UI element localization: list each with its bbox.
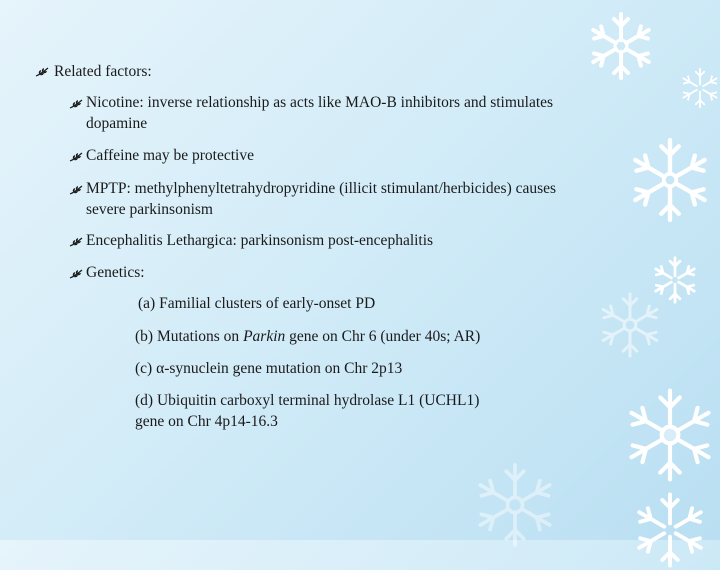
genetics-d-cont: gene on Chr 4p14-16.3 xyxy=(135,413,278,430)
genetics-c: (c) α-synuclein gene mutation on Chr 2p13 xyxy=(135,360,403,377)
bullet-mptp-cont: severe parkinsonism xyxy=(86,201,213,218)
genetics-a: (a) Familial clusters of early-onset PD xyxy=(138,295,376,312)
genetics-b-post: gene on Chr 6 (under 40s; AR) xyxy=(285,328,481,345)
genetics-b-pre: (b) Mutations on xyxy=(135,328,244,345)
bullet-genetics: Genetics: xyxy=(86,264,145,281)
genetics-d: (d) Ubiquitin carboxyl terminal hydrolase L1 (UCHL1) xyxy=(135,392,480,409)
bullet-nicotine-cont: dopamine xyxy=(86,115,148,132)
bullet-encephalitis: Encephalitis Lethargica: parkinsonism post-encephalitis xyxy=(86,232,434,249)
wheat-bullet-icon xyxy=(69,184,83,196)
wheat-bullet-icon xyxy=(69,236,83,248)
wheat-bullet-icon xyxy=(69,151,83,163)
wheat-bullet-icon xyxy=(35,66,49,78)
heading-text: Related factors: xyxy=(54,63,152,80)
wheat-bullet-icon xyxy=(69,268,83,280)
bullet-nicotine: Nicotine: inverse relationship as acts like MAO-B inhibitors and stimulates xyxy=(86,94,554,111)
genetics-b-gene: Parkin xyxy=(243,328,286,345)
wheat-bullet-icon xyxy=(69,98,83,110)
bullet-mptp: MPTP: methylphenyltetrahydropyridine (illicit stimulant/herbicides) causes xyxy=(86,180,557,197)
genetics-b xyxy=(135,327,480,347)
bullet-caffeine: Caffeine may be protective xyxy=(86,147,254,164)
